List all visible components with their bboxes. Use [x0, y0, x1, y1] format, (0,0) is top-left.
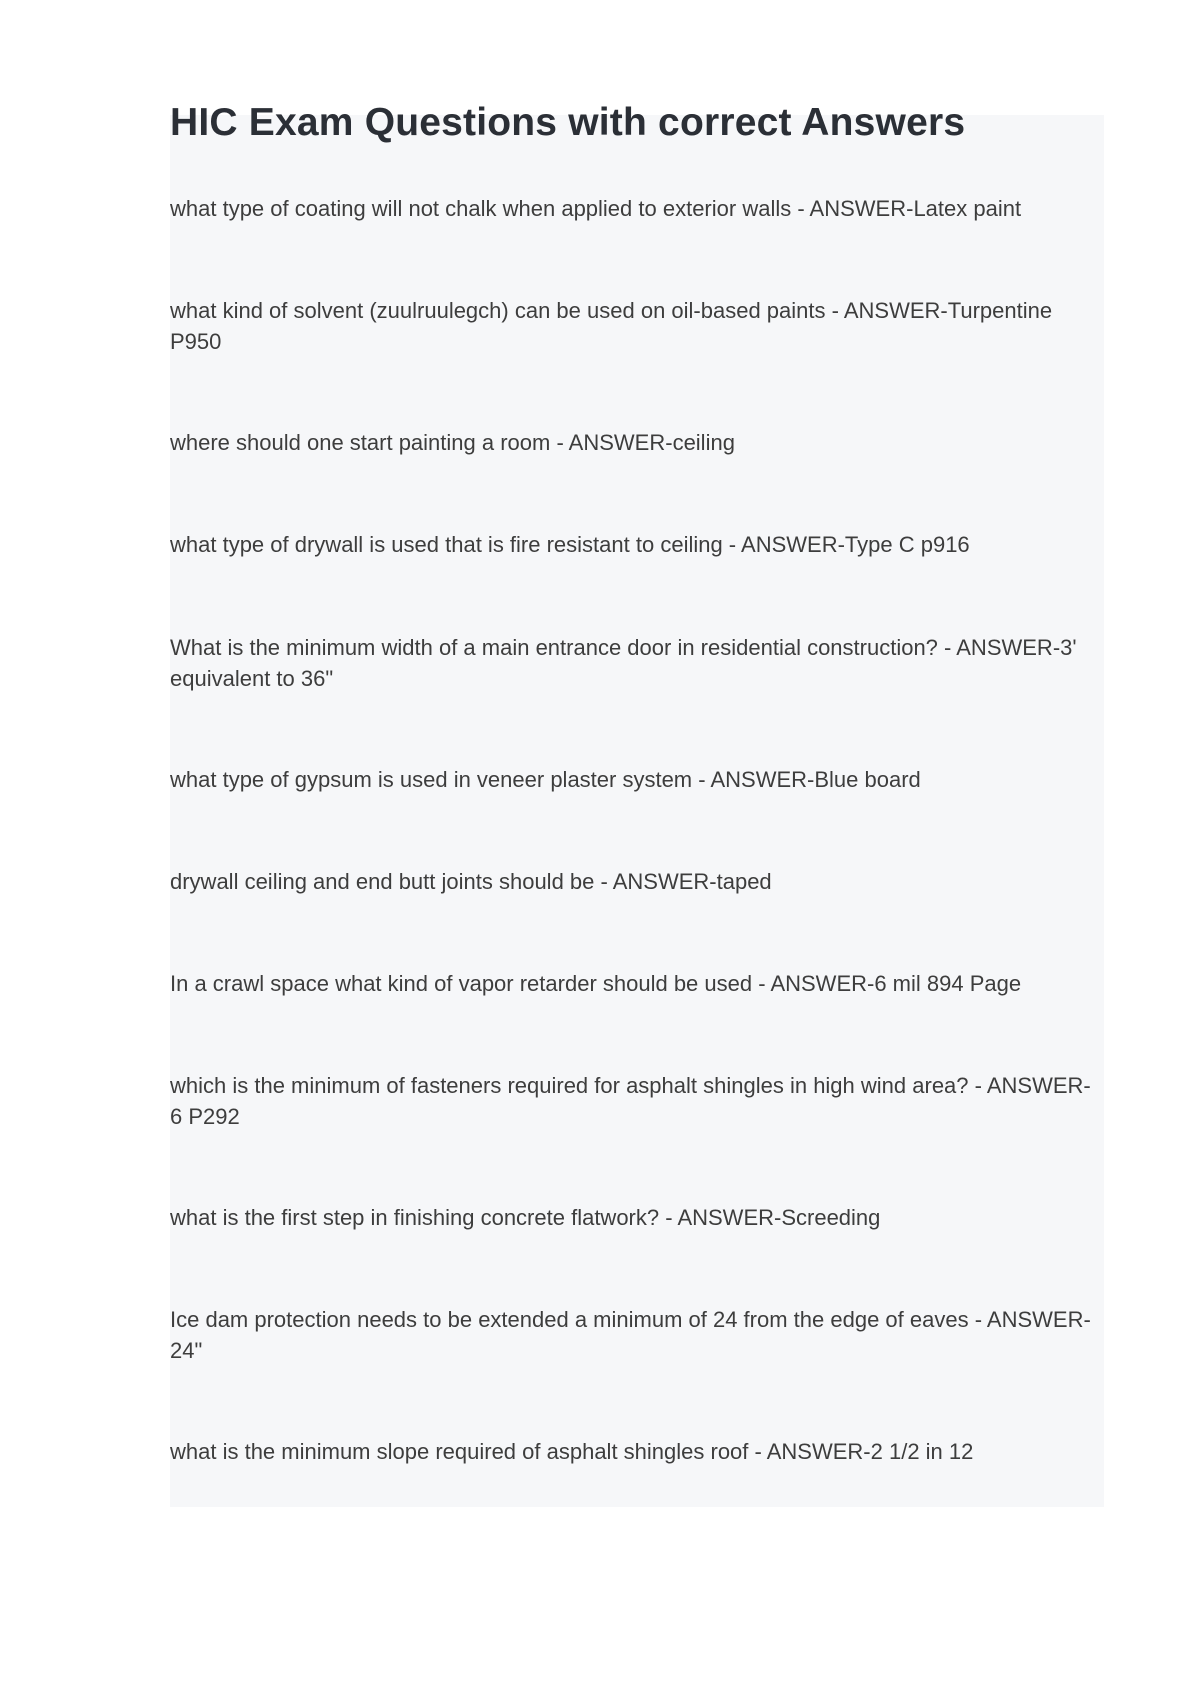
qa-item-12: what is the minimum slope required of asphalt shingles roof - ANSWER-2 1/2 in 12 [170, 1439, 974, 1464]
qa-item-3: where should one start painting a room - ANSWER-ceiling [170, 430, 735, 455]
page-title: HIC Exam Questions with correct Answers [170, 101, 966, 144]
qa-item-8: In a crawl space what kind of vapor retarder should be used - ANSWER-6 mil 894 Page [170, 971, 1022, 996]
qa-item-11: Ice dam protection needs to be extended a minimum of 24 from the edge of eaves - ANSWER-24" [170, 1307, 1091, 1363]
qa-item-7: drywall ceiling and end butt joints should be - ANSWER-taped [170, 869, 772, 894]
qa-item-10: what is the first step in finishing concrete flatwork? - ANSWER-Screeding [170, 1205, 881, 1230]
qa-item-4: what type of drywall is used that is fire resistant to ceiling - ANSWER-Type C p916 [170, 532, 970, 557]
qa-item-2: what kind of solvent (zuulruulegch) can be used on oil-based paints - ANSWER-Turpentine P950 [170, 298, 1053, 354]
qa-item-6: what type of gypsum is used in veneer plaster system - ANSWER-Blue board [170, 767, 921, 792]
qa-item-5: What is the minimum width of a main entrance door in residential construction? - ANSWER-3' equivalent to 36" [170, 635, 1077, 691]
qa-item-9: which is the minimum of fasteners required for asphalt shingles in high wind area? - ANSWER-6 P292 [170, 1073, 1091, 1129]
qa-item-1: what type of coating will not chalk when applied to exterior walls - ANSWER-Latex paint [170, 196, 1022, 221]
